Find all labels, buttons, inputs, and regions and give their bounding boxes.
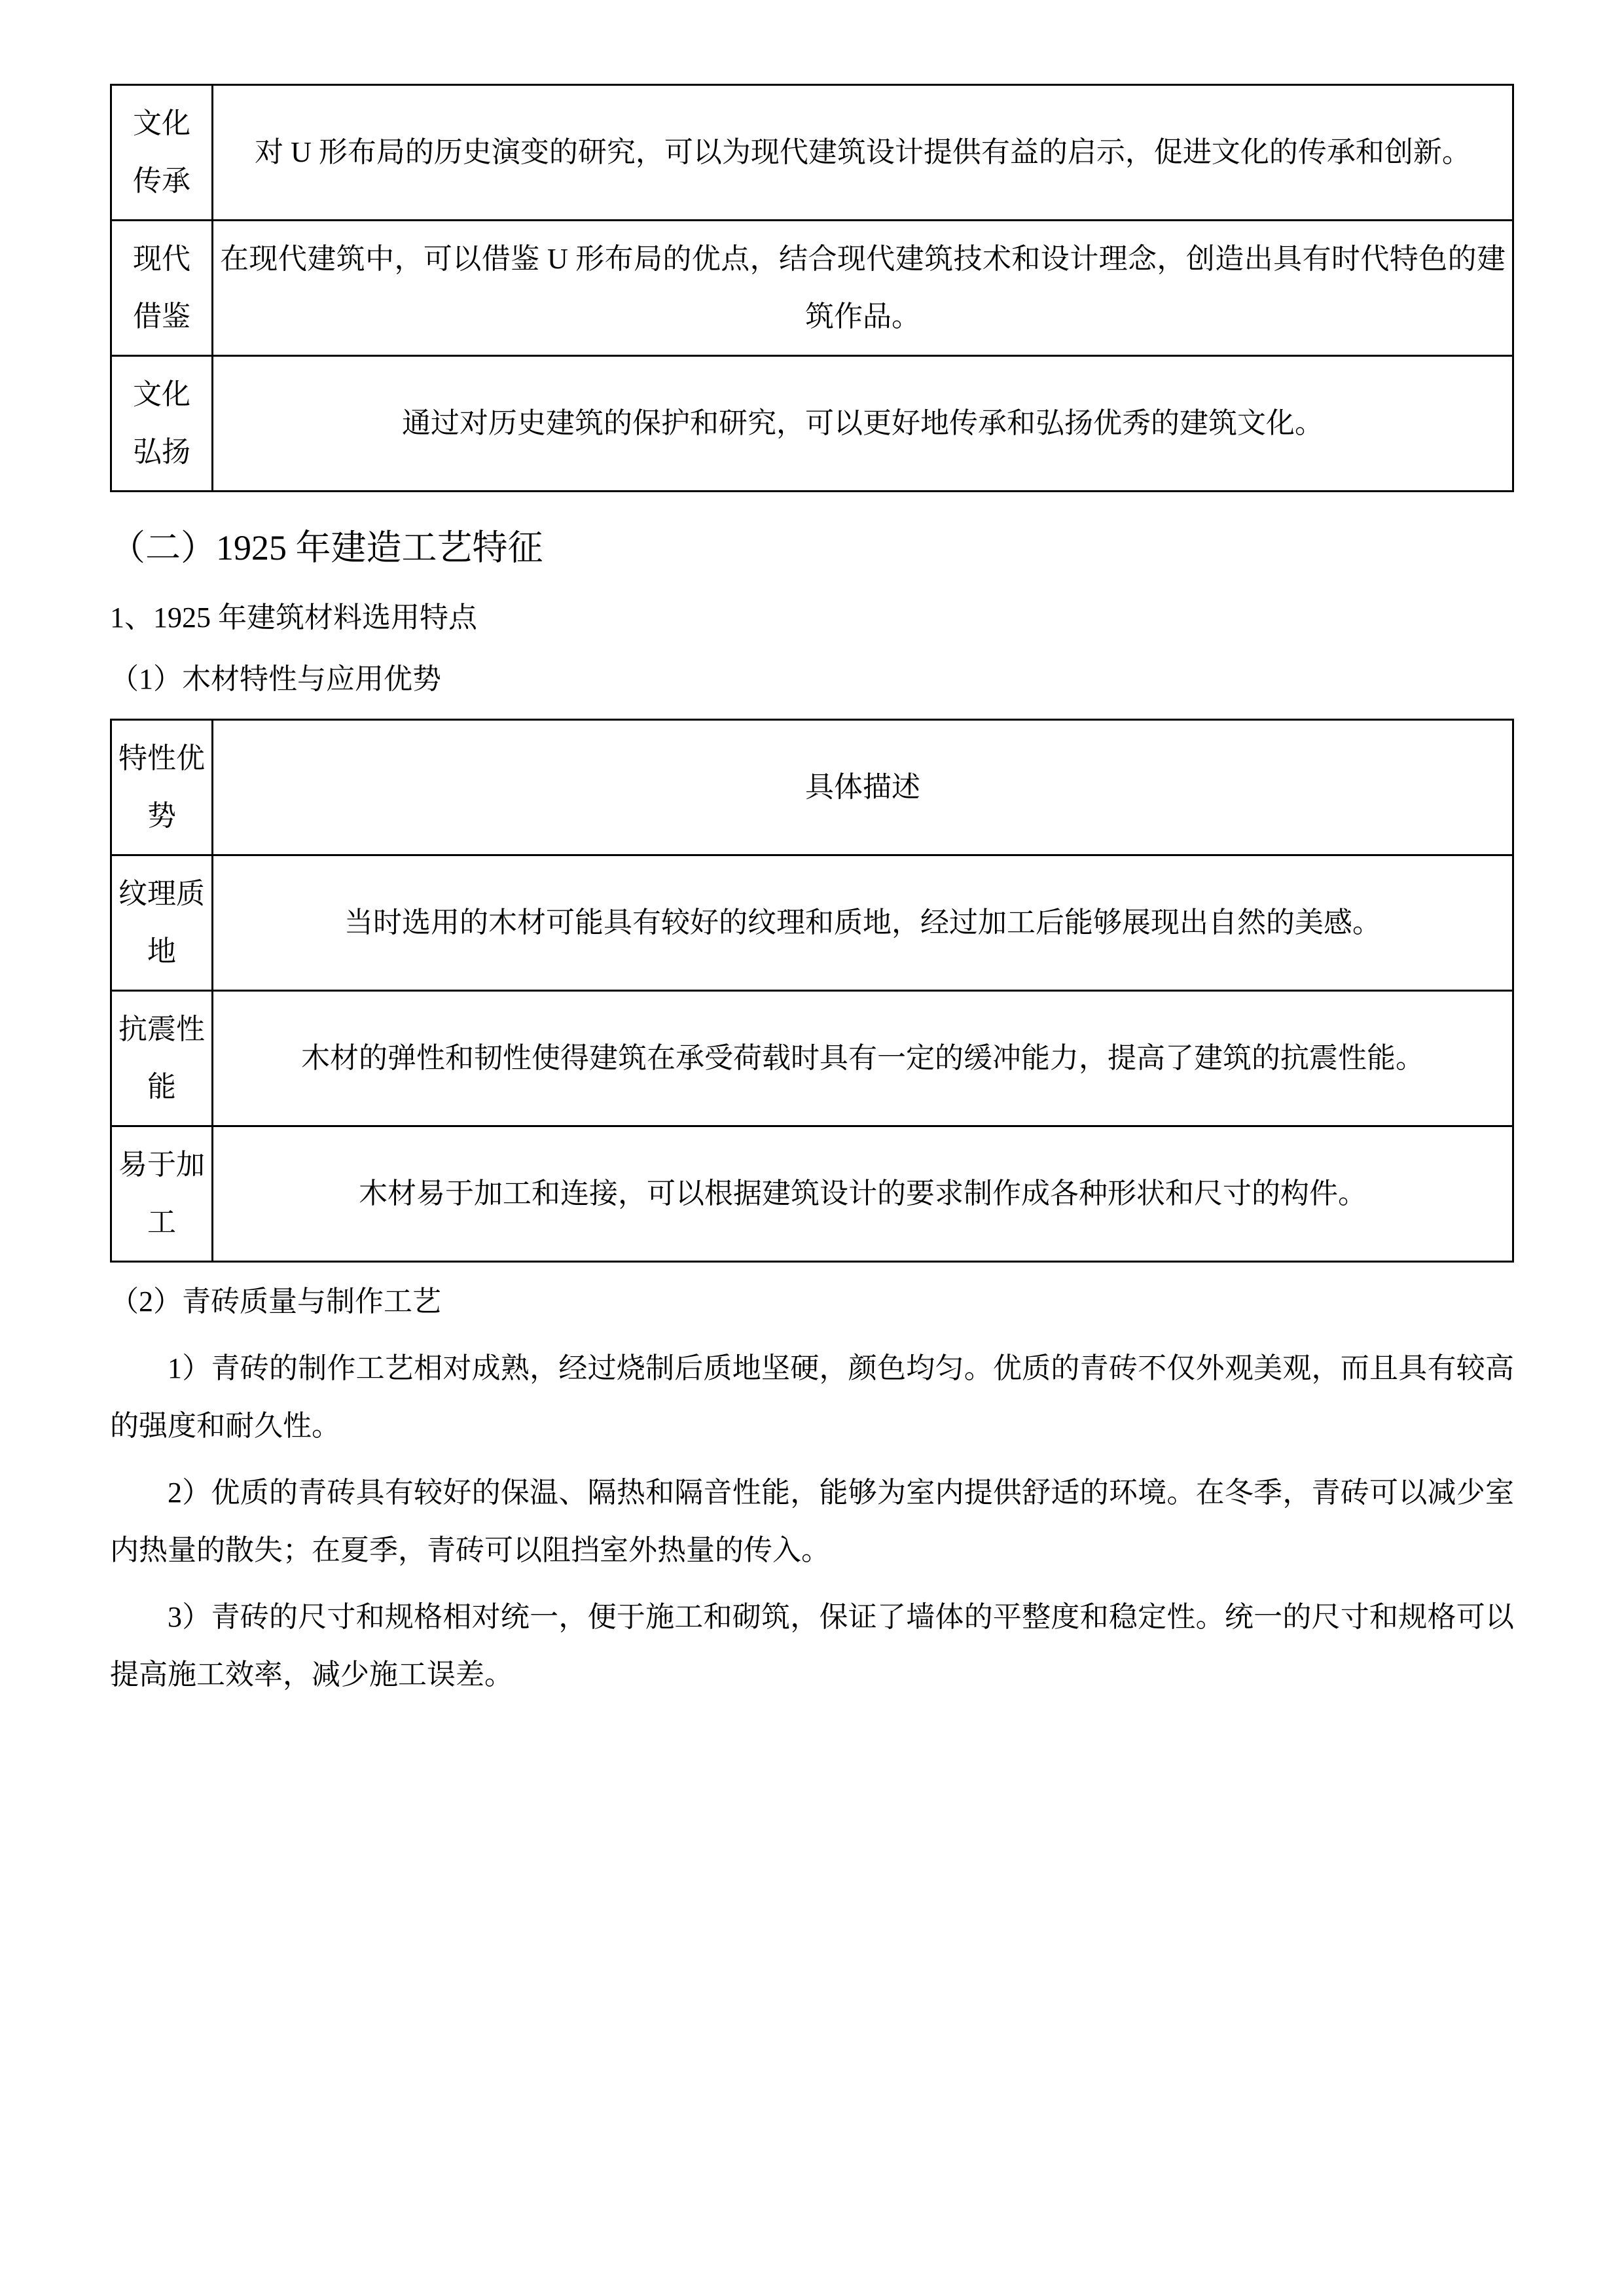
table-row — [111, 990, 1513, 1126]
header-label: 特性优势 — [111, 719, 213, 855]
culture-table — [110, 84, 1514, 492]
row-text: 通过对历史建筑的保护和研究，可以更好地传承和弘扬优秀的建筑文化。 — [213, 356, 1513, 492]
row-text: 木材易于加工和连接，可以根据建筑设计的要求制作成各种形状和尺寸的构件。 — [213, 1126, 1513, 1261]
table-row — [111, 221, 1513, 356]
row-label: 抗震性能 — [111, 990, 213, 1126]
table-row — [111, 85, 1513, 221]
paragraph-brick-3: 3）青砖的尺寸和规格相对统一，便于施工和砌筑，保证了墙体的平整度和稳定性。统一的尺寸和规格可以提高施工效率，减少施工误差。 — [110, 1600, 1514, 1691]
row-label: 文化传承 — [111, 85, 213, 221]
table-header-row — [111, 719, 1513, 855]
wood-table — [110, 719, 1514, 1263]
row-text: 对 U 形布局的历史演变的研究，可以为现代建筑设计提供有益的启示，促进文化的传承和创新。 — [213, 85, 1513, 221]
table-row — [111, 855, 1513, 990]
subheading-wood: （1）木材特性与应用优势 — [110, 662, 441, 695]
spacer — [110, 1263, 1514, 1269]
row-label: 易于加工 — [111, 1126, 213, 1261]
header-description: 具体描述 — [213, 719, 1513, 855]
row-label: 现代借鉴 — [111, 221, 213, 356]
spacer — [110, 712, 1514, 719]
paragraph-brick-2: 2）优质的青砖具有较好的保温、隔热和隔音性能，能够为室内提供舒适的环境。在冬季，青砖可以减少室内热量的散失；在夏季，青砖可以阻挡室外热量的传入。 — [110, 1476, 1514, 1566]
paragraph-brick-1: 1）青砖的制作工艺相对成熟，经过烧制后质地坚硬，颜色均匀。优质的青砖不仅外观美观，而且具有较高的强度和耐久性。 — [110, 1352, 1514, 1442]
subheading-materials: 1、1925 年建筑材料选用特点 — [110, 601, 477, 634]
subheading-brick: （2）青砖质量与制作工艺 — [110, 1285, 441, 1318]
table-row — [111, 1126, 1513, 1261]
row-label: 文化弘扬 — [111, 356, 213, 492]
row-text: 在现代建筑中，可以借鉴 U 形布局的优点，结合现代建筑技术和设计理念，创造出具有时代特色的建筑作品。 — [213, 221, 1513, 356]
section-heading: （二）1925 年建造工艺特征 — [110, 528, 543, 567]
row-label: 纹理质地 — [111, 855, 213, 990]
row-text: 木材的弹性和韧性使得建筑在承受荷载时具有一定的缓冲能力，提高了建筑的抗震性能。 — [213, 990, 1513, 1126]
table-row — [111, 356, 1513, 492]
row-text: 当时选用的木材可能具有较好的纹理和质地，经过加工后能够展现出自然的美感。 — [213, 855, 1513, 990]
